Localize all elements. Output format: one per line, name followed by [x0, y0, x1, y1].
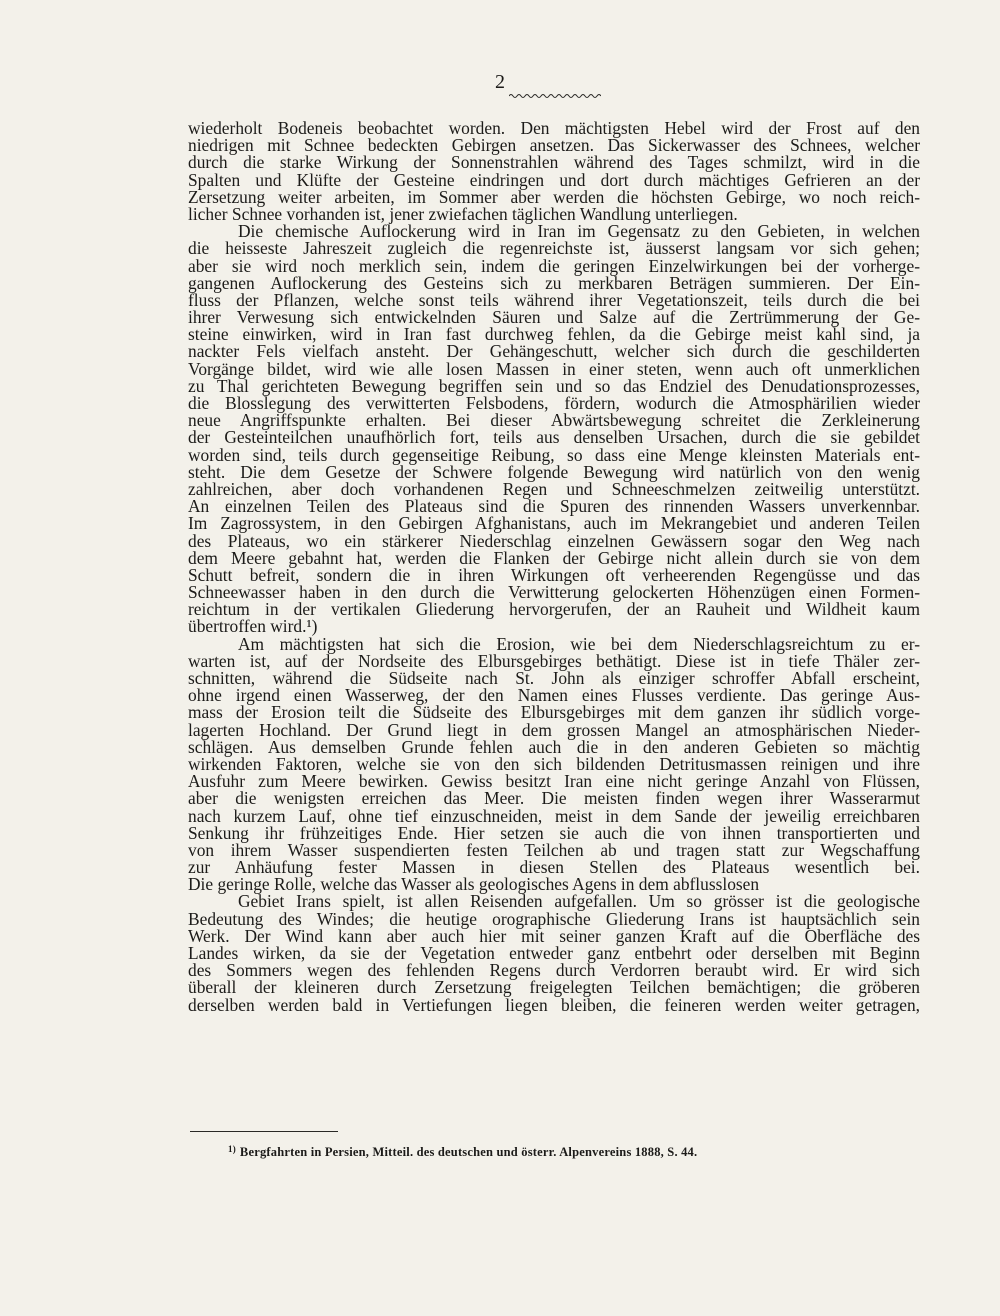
text-line: schlägen. Aus demselben Grunde fehlen auch die in den anderen Gebieten so mächtig: [188, 736, 920, 757]
text-line: aber sie wird noch merklich sein, indem die geringen Einzelwirkungen bei der vorherge-: [188, 255, 920, 276]
text-line: reichtum in der vertikalen Gliederung hervorgerufen, der an Rauheit und Wildheit kaum: [188, 599, 920, 620]
body-text: [188, 120, 920, 1031]
footnote-marker: 1): [228, 1144, 236, 1154]
text-line: steine einwirken, wird in Iran fast durchweg fehlen, da die Gebirge meist kahl sind, ja: [188, 324, 920, 345]
text-line: übertroffen wird.¹): [188, 616, 318, 637]
text-line: schnitten, während die Südseite nach St. John als einziger schroffer Abfall erscheint,: [188, 668, 920, 688]
text-line: wirkenden Faktoren, welche sie von den sich bildenden Detritusmassen reinigen und ihre: [188, 753, 920, 774]
text-line: Schutt befreit, sondern die in ihren Wirkungen oft verheerenden Regengüsse und das: [188, 564, 920, 585]
text-line: durch die starke Wirkung der Sonnenstrahlen während des Tages schmilzt, wird in die: [188, 152, 920, 173]
text-line: von ihrem Wasser suspendierten festen Teilchen ab und tragen statt zur Wegschaffung: [188, 839, 920, 860]
page-number: 2: [495, 71, 505, 93]
text-line: neue Angriffspunkte erhalten. Bei dieser Abwärtsbewegung schreitet die Zerkleinerung: [188, 410, 920, 431]
text-line: zur Anhäufung fester Massen in diesen Stellen des Plateaus wesentlich bei.: [188, 857, 920, 878]
text-line: Spalten und Klüfte der Gesteine eindringen und dort durch mächtiges Gefrieren an der: [188, 169, 920, 190]
text-line: Gebiet Irans spielt, ist allen Reisenden aufgefallen. Um so grösser ist die geologische: [238, 891, 920, 912]
text-line: des Sommers wegen des fehlenden Regens durch Verdorren beraubt wird. Er wird sich: [188, 960, 920, 981]
text-line: derselben werden bald in Vertiefungen liegen bleiben, die feineren werden weiter getragen,: [188, 994, 920, 1015]
text-line: Vorgänge bildet, wird wie alle losen Massen in einer steten, wenn auch oft unmerklichen: [188, 358, 920, 379]
text-line: An einzelnen Teilen des Plateaus sind die Spuren des rinnenden Wassers unverkennbar.: [188, 496, 920, 517]
text-line: ohne irgend einen Wasserweg, der den Namen eines Flusses verdiente. Das geringe Aus-: [188, 685, 920, 706]
text-line: Die chemische Auflockerung wird in Iran im Gegensatz zu den Gebieten, in welchen: [238, 221, 920, 242]
text-line: Senkung ihr frühzeitiges Ende. Hier setzen sie auch die von ihnen transportierten und: [188, 822, 920, 843]
text-line: Werk. Der Wind kann aber auch hier mit seiner ganzen Kraft auf die Oberfläche des: [188, 925, 920, 946]
text-line: aber die wenigsten erreichen das Meer. Die meisten finden wegen ihrer Wasserarmut: [188, 788, 920, 809]
footnote-text: Bergfahrten in Persien, Mitteil. des deutschen und österr. Alpenvereins 1888, S. 44.: [239, 1145, 698, 1159]
text-line: Schneewasser haben in den durch die Verwitterung gelockerten Höhenzügen einen Formen-: [188, 582, 920, 603]
text-line: die heisseste Jahreszeit zugleich die regenreichste ist, äusserst langsam vor sich gehen;: [188, 238, 920, 259]
footnote: [228, 1141, 697, 1160]
text-line: licher Schnee vorhanden ist, jener zwiefachen täglichen Wandlung unterliegen.: [188, 203, 738, 224]
text-line: nach kurzem Lauf, ohne tief einzuschneiden, meist in dem Sande der jeweilig erreichbaren: [188, 805, 920, 826]
text-line: die Blosslegung des verwitterten Felsbodens, fördern, wodurch die Atmosphärilien wieder: [188, 393, 920, 413]
text-line: [188, 1014, 920, 1031]
text-line: lagerten Hochland. Der Grund liegt in dem grossen Mangel an atmosphärischen Nieder-: [188, 719, 920, 740]
wavy-ornament: [509, 93, 601, 99]
text-line: der Gesteinteilchen unaufhörlich fort, teils aus denselben Ursachen, durch die sie gebildet: [188, 427, 920, 448]
footnote-rule: [190, 1131, 338, 1132]
text-line: wiederholt Bodeneis beobachtet worden. Den mächtigsten Hebel wird der Frost auf den: [188, 118, 920, 138]
text-line: steht. Die dem Gesetze der Schwere folgende Bewegung wird natürlich von den wenig: [188, 461, 920, 482]
text-line: Zersetzung weiter arbeiten, im Sommer aber werden die höchsten Gebirge, wo noch reich-: [188, 186, 920, 207]
text-line: mass der Erosion teilt die Südseite des Elbursgebirges mit dem ganzen ihr südlich vorge-: [188, 702, 920, 723]
text-line: warten ist, auf der Nordseite des Elbursgebirges bethätigt. Diese ist in tiefe Thäler zer-: [188, 650, 920, 671]
text-line: ihrer Verwesung sich entwickelnden Säuren und Salze auf die Zertrümmerung der Ge-: [188, 307, 920, 328]
text-line: Bedeutung des Windes; die heutige orographische Gliederung Irans ist hauptsächlich sein: [188, 908, 920, 929]
text-line: dem Meere gebahnt hat, werden die Flanken der Gebirge nicht allein durch sie von dem: [188, 547, 920, 568]
text-line: zahlreichen, aber doch vorhandenen Regen und Schneeschmelzen zeitweilig unterstützt.: [188, 478, 920, 499]
text-line: Ausfuhr zum Meere bewirken. Gewiss besitzt Iran eine nicht geringe Anzahl von Flüssen,: [188, 771, 920, 792]
text-line: gangenen Auflockerung des Gesteins sich zu merkbaren Beträgen summieren. Der Ein-: [188, 272, 920, 293]
text-line: zu Thal gerichteten Bewegung begriffen sein und so das Endziel des Denudationsprozesses,: [188, 375, 920, 396]
text-line: nackter Fels vielfach ansteht. Der Gehängeschutt, welcher sich durch die geschilderten: [188, 341, 920, 362]
text-line: des Plateaus, wo ein stärkerer Niederschlag einzelnen Gewässern sogar den Weg nach: [188, 530, 920, 551]
text-line: worden sind, teils durch gegenseitige Reibung, so dass eine Menge kleinsten Materials ent-: [188, 444, 920, 465]
text-line: Am mächtigsten hat sich die Erosion, wie bei dem Niederschlagsreichtum zu er-: [238, 633, 920, 654]
text-line: fluss der Pflanzen, welche sonst teils während ihrer Vegetationszeit, teils durch die bei: [188, 289, 920, 310]
text-line: Im Zagrossystem, in den Gebirgen Afghanistans, auch im Mekrangebiet und anderen Teilen: [188, 513, 920, 534]
text-line: Landes wirken, da sie der Vegetation entweder ganz entbehrt oder derselben mit Beginn: [188, 943, 920, 963]
text-line: überall der kleineren durch Zersetzung freigelegten Teilchen bemächtigen; die gröberen: [188, 977, 920, 998]
text-line: Die geringe Rolle, welche das Wasser als geologisches Agens in dem abflusslosen: [188, 874, 760, 895]
text-line: niedrigen mit Schnee bedeckten Gebirgen ansetzen. Das Sickerwasser des Schnees, welcher: [188, 135, 920, 156]
